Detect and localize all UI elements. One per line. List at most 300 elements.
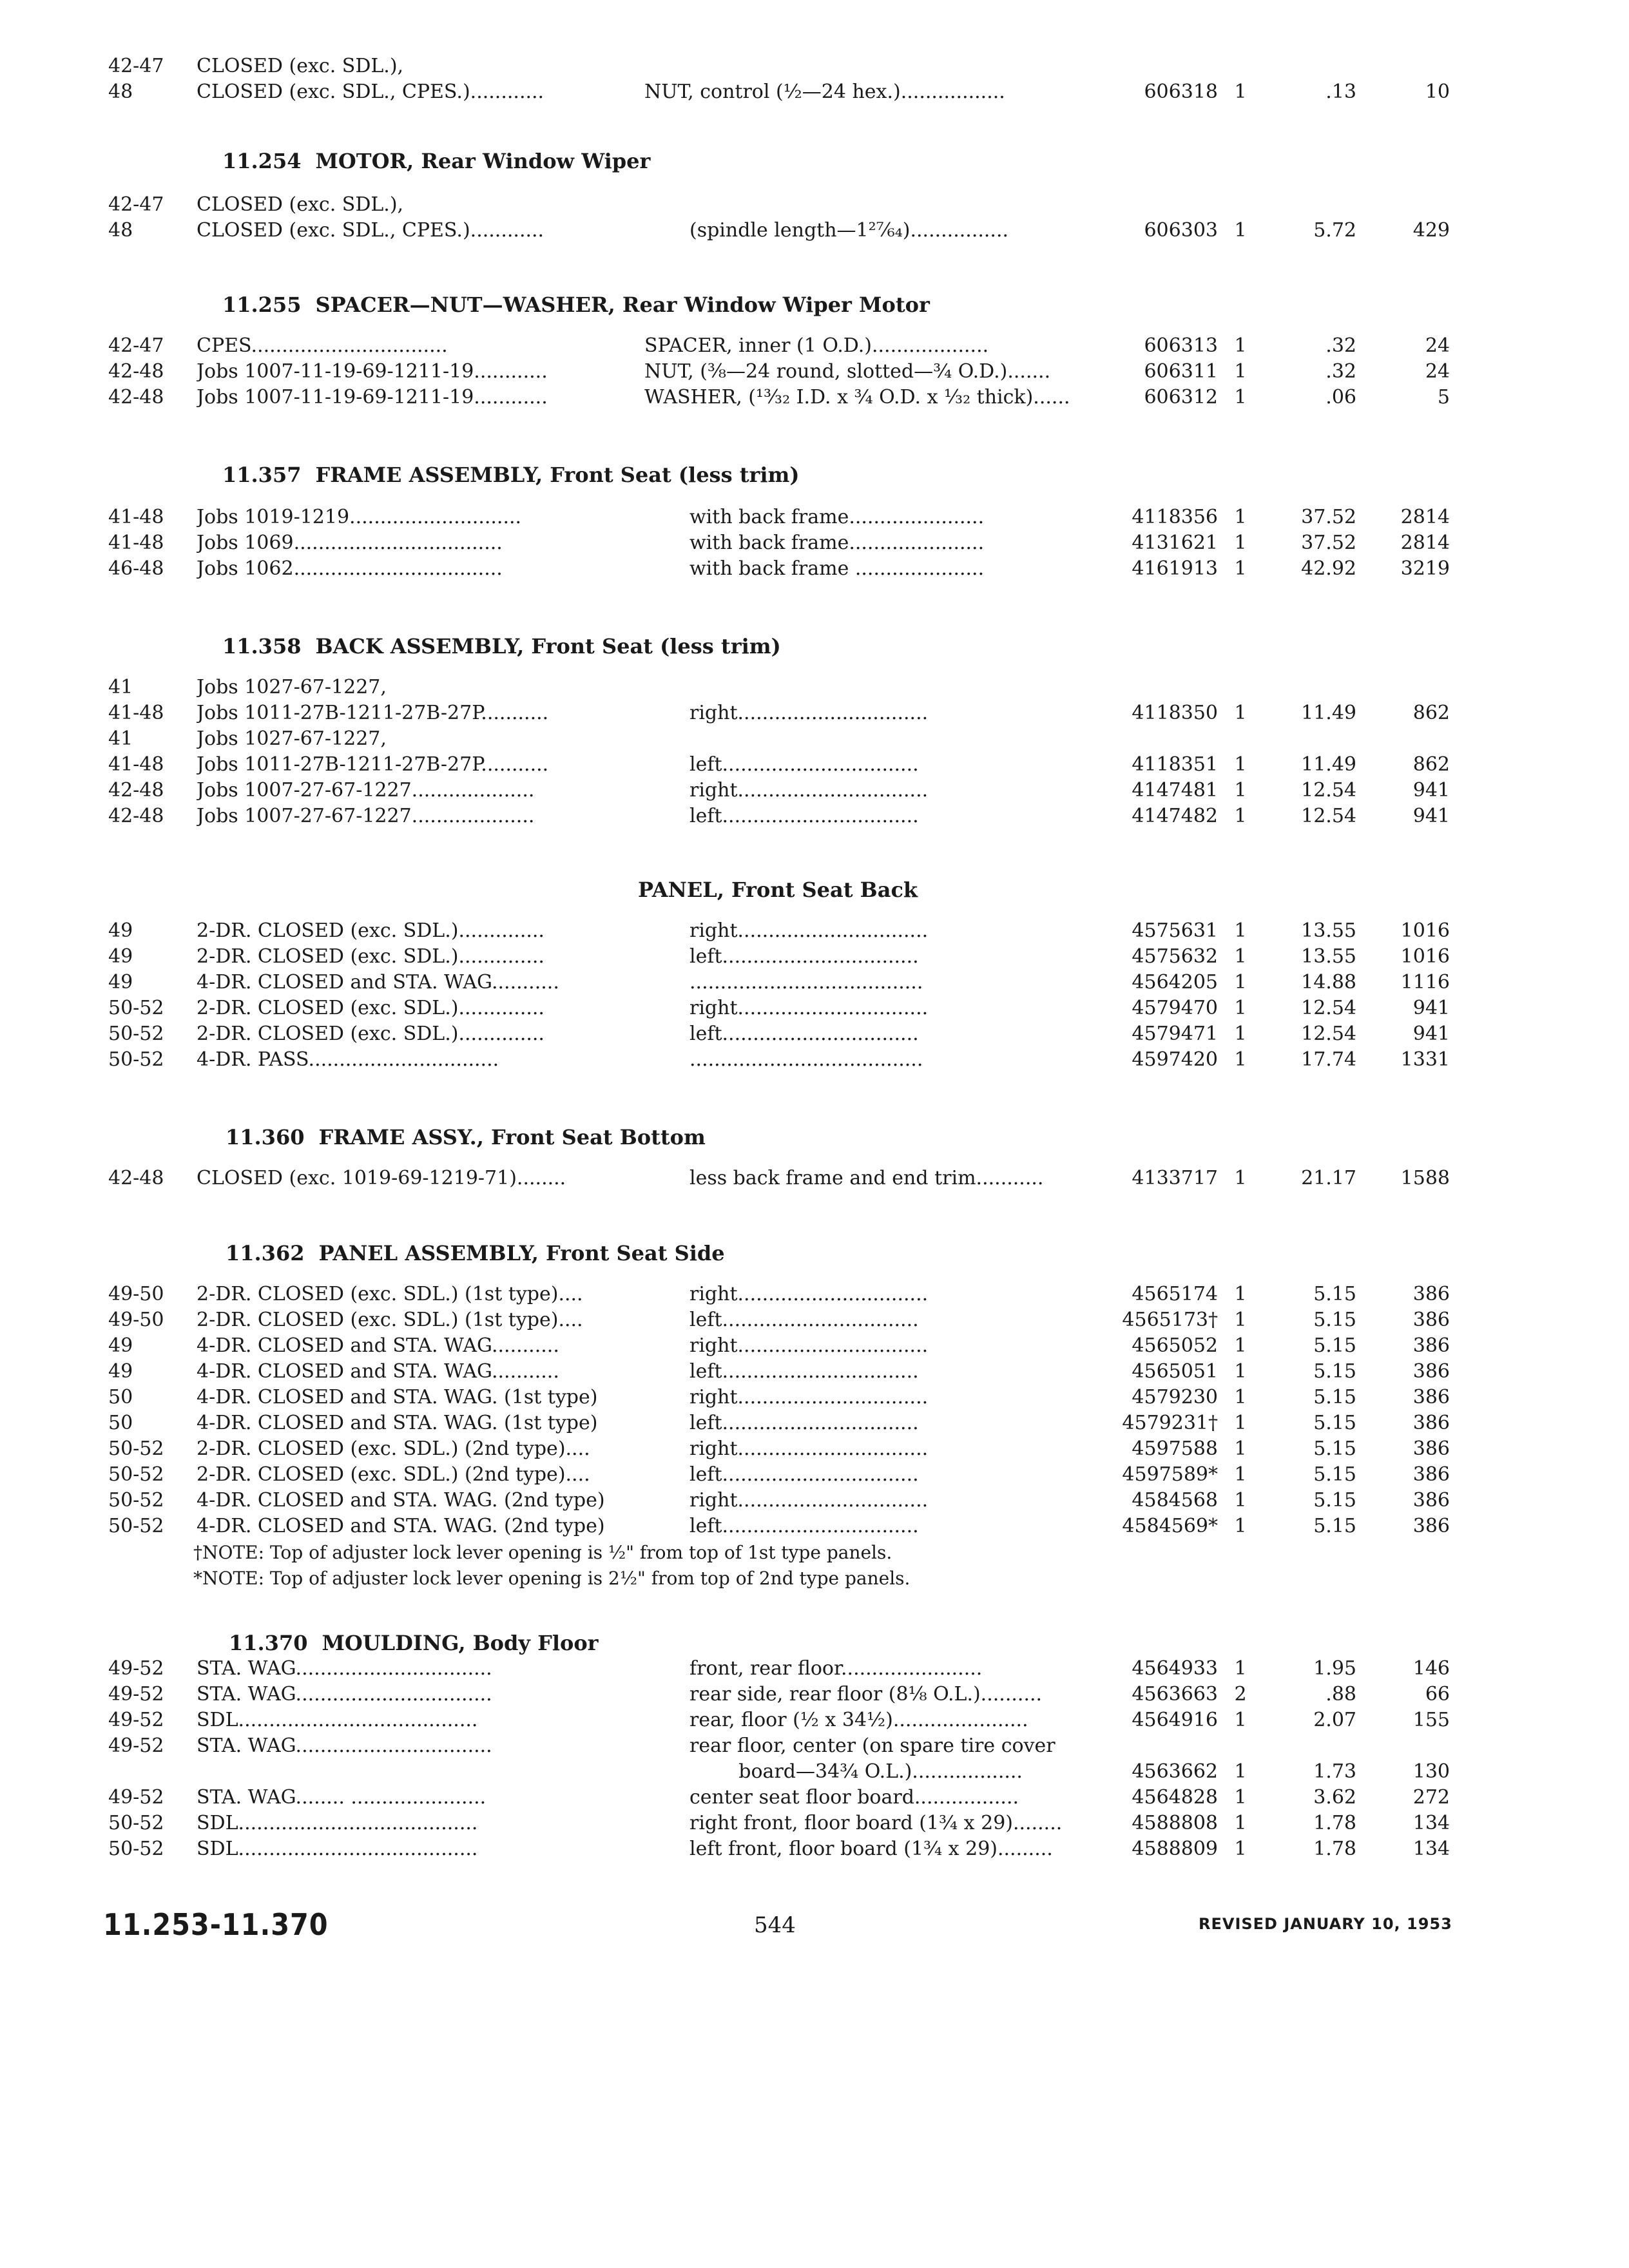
section-number: 11.358	[222, 634, 302, 658]
quantity-cell: 1	[1234, 779, 1247, 802]
weight-cell: 941	[1412, 805, 1450, 827]
quantity-cell: 1	[1234, 1812, 1247, 1834]
price-cell: 5.72	[1313, 219, 1356, 242]
section-heading	[222, 459, 800, 491]
item-cell: left................................	[689, 1463, 919, 1486]
year-cell: 50-52	[108, 997, 164, 1019]
description-cell: Jobs 1007-11-19-69-1211-19............	[197, 386, 548, 408]
price-cell: 12.54	[1301, 779, 1356, 802]
item-cell: with back frame......................	[689, 532, 985, 554]
table-row	[0, 1733, 1629, 1759]
price-cell: 2.07	[1313, 1709, 1356, 1731]
price-cell: 1.73	[1313, 1760, 1356, 1783]
quantity-cell: 1	[1234, 219, 1247, 242]
section-title: SPACER—NUT—WASHER, Rear Window Wiper Motor	[315, 293, 930, 317]
description-cell: 4-DR. CLOSED and STA. WAG. (2nd type)	[197, 1515, 605, 1537]
quantity-cell: 1	[1234, 1760, 1247, 1783]
year-cell: 41	[108, 676, 133, 698]
description-cell: CLOSED (exc. SDL., CPES.)............	[197, 81, 545, 103]
table-row	[0, 1021, 1629, 1047]
price-cell: 5.15	[1313, 1360, 1356, 1383]
page-number: 544	[754, 1912, 796, 1938]
section-heading	[222, 145, 650, 177]
item-cell: right...............................	[689, 919, 929, 942]
part-number-cell: 606311	[1144, 360, 1218, 383]
price-cell: 12.54	[1301, 997, 1356, 1019]
section-heading	[222, 630, 781, 662]
description-cell: STA. WAG................................	[197, 1657, 492, 1680]
quantity-cell: 1	[1234, 1360, 1247, 1383]
table-row	[0, 1655, 1629, 1682]
part-number-cell: 4597588	[1132, 1437, 1218, 1460]
description-cell: CLOSED (exc. SDL., CPES.)............	[197, 219, 545, 242]
year-cell: 49	[108, 1360, 133, 1383]
price-cell: 21.17	[1301, 1167, 1356, 1189]
weight-cell: 134	[1412, 1838, 1450, 1860]
year-cell: 50-52	[108, 1463, 164, 1486]
revision-date: REVISED JANUARY 10, 1953	[1199, 1915, 1452, 1933]
year-cell: 49	[108, 945, 133, 968]
quantity-cell: 1	[1234, 386, 1247, 408]
part-number-cell: 4565173†	[1122, 1309, 1218, 1331]
weight-cell: 862	[1412, 702, 1450, 724]
part-number-cell: 4584568	[1132, 1489, 1218, 1512]
section-heading	[226, 1121, 706, 1153]
description-cell: Jobs 1027-67-1227,	[197, 727, 387, 750]
weight-cell: 134	[1412, 1812, 1450, 1834]
price-cell: 5.15	[1313, 1334, 1356, 1357]
year-cell: 41	[108, 727, 133, 750]
table-row	[0, 1461, 1629, 1488]
table-row	[0, 530, 1629, 556]
quantity-cell: 1	[1234, 971, 1247, 994]
section-number: 11.254	[222, 149, 302, 173]
quantity-cell: 1	[1234, 1489, 1247, 1512]
table-row	[0, 674, 1629, 700]
part-number-cell: 606312	[1144, 386, 1218, 408]
year-cell: 42-47	[108, 334, 164, 357]
quantity-cell: 1	[1234, 1283, 1247, 1305]
item-cell: center seat floor board.................	[689, 1786, 1019, 1809]
footnote-asterisk: *NOTE: Top of adjuster lock lever opening is 2½" from top of 2nd type panels.	[193, 1568, 911, 1589]
price-cell: 5.15	[1313, 1412, 1356, 1434]
price-cell: 1.78	[1313, 1838, 1356, 1860]
quantity-cell: 1	[1234, 805, 1247, 827]
price-cell: 42.92	[1301, 557, 1356, 580]
year-cell: 48	[108, 219, 133, 242]
description-cell: Jobs 1007-27-67-1227....................	[197, 779, 535, 802]
part-number-cell: 4118356	[1132, 506, 1218, 528]
table-row	[0, 995, 1629, 1021]
weight-cell: 66	[1425, 1683, 1450, 1706]
description-cell: Jobs 1007-27-67-1227....................	[197, 805, 535, 827]
year-cell: 42-48	[108, 805, 164, 827]
table-row	[0, 777, 1629, 803]
weight-cell: 1016	[1400, 945, 1450, 968]
footer-section-range: 11.253-11.370	[103, 1907, 329, 1942]
item-cell: NUT, control (½—24 hex.).................	[644, 81, 1005, 103]
item-cell: left................................	[689, 753, 919, 776]
description-cell: Jobs 1062..................................	[197, 557, 503, 580]
part-number-cell: 4564828	[1132, 1786, 1218, 1809]
table-row	[0, 1487, 1629, 1514]
section-title: FRAME ASSEMBLY, Front Seat (less trim)	[315, 463, 800, 487]
part-number-cell: 4147481	[1132, 779, 1218, 802]
description-cell: SDL.......................................	[197, 1812, 478, 1834]
table-row	[0, 1707, 1629, 1733]
description-cell: STA. WAG........ ......................	[197, 1786, 487, 1809]
quantity-cell: 1	[1234, 506, 1247, 528]
weight-cell: 10	[1425, 81, 1450, 103]
weight-cell: 1588	[1400, 1167, 1450, 1189]
weight-cell: 155	[1412, 1709, 1450, 1731]
description-cell: 2-DR. CLOSED (exc. SDL.) (2nd type)....	[197, 1437, 590, 1460]
quantity-cell: 1	[1234, 1412, 1247, 1434]
weight-cell: 386	[1412, 1309, 1450, 1331]
quantity-cell: 1	[1234, 1657, 1247, 1680]
part-number-cell: 4579471	[1132, 1023, 1218, 1045]
weight-cell: 1331	[1400, 1048, 1450, 1071]
item-cell: board—34¾ O.L.)..................	[689, 1760, 1023, 1783]
section-title: PANEL, Front Seat Back	[638, 878, 918, 902]
quantity-cell: 1	[1234, 334, 1247, 357]
year-cell: 42-48	[108, 1167, 164, 1189]
year-cell: 49-52	[108, 1657, 164, 1680]
section-title: PANEL ASSEMBLY, Front Seat Side	[318, 1241, 725, 1265]
weight-cell: 146	[1412, 1657, 1450, 1680]
section-title: MOULDING, Body Floor	[322, 1631, 599, 1655]
table-row	[0, 1307, 1629, 1333]
year-cell: 50	[108, 1386, 133, 1408]
part-number-cell: 4565174	[1132, 1283, 1218, 1305]
weight-cell: 386	[1412, 1360, 1450, 1383]
weight-cell: 386	[1412, 1437, 1450, 1460]
weight-cell: 386	[1412, 1334, 1450, 1357]
table-row	[0, 1784, 1629, 1811]
quantity-cell: 1	[1234, 1463, 1247, 1486]
section-number: 11.362	[226, 1241, 305, 1265]
table-row	[0, 751, 1629, 778]
description-cell: 2-DR. CLOSED (exc. SDL.)..............	[197, 1023, 545, 1045]
part-number-cell: 4565051	[1132, 1360, 1218, 1383]
part-number-cell: 4597589*	[1122, 1463, 1218, 1486]
part-number-cell: 4131621	[1132, 532, 1218, 554]
table-row	[0, 1384, 1629, 1410]
quantity-cell: 1	[1234, 1838, 1247, 1860]
table-row	[0, 1436, 1629, 1462]
year-cell: 41-48	[108, 532, 164, 554]
table-row	[0, 918, 1629, 944]
section-number: 11.357	[222, 463, 302, 487]
table-row	[0, 700, 1629, 726]
weight-cell: 386	[1412, 1463, 1450, 1486]
table-row	[0, 1681, 1629, 1707]
weight-cell: 1016	[1400, 919, 1450, 942]
table-row	[0, 384, 1629, 410]
item-cell: right...............................	[689, 1283, 929, 1305]
year-cell: 49-52	[108, 1735, 164, 1757]
description-cell: CPES................................	[197, 334, 448, 357]
item-cell: less back frame and end trim...........	[689, 1167, 1044, 1189]
price-cell: .32	[1325, 334, 1356, 357]
quantity-cell: 1	[1234, 919, 1247, 942]
item-cell: rear, floor (½ x 34½)......................	[689, 1709, 1028, 1731]
price-cell: 13.55	[1301, 945, 1356, 968]
price-cell: 14.88	[1301, 971, 1356, 994]
weight-cell: 24	[1425, 334, 1450, 357]
item-cell: rear side, rear floor (8⅛ O.L.)..........	[689, 1683, 1043, 1706]
weight-cell: 941	[1412, 997, 1450, 1019]
weight-cell: 272	[1412, 1786, 1450, 1809]
part-number-cell: 4579470	[1132, 997, 1218, 1019]
item-cell: with back frame .....................	[689, 557, 985, 580]
year-cell: 50-52	[108, 1838, 164, 1860]
part-number-cell: 4575632	[1132, 945, 1218, 968]
description-cell: 4-DR. CLOSED and STA. WAG. (1st type)	[197, 1412, 598, 1434]
year-cell: 49	[108, 1334, 133, 1357]
year-cell: 50-52	[108, 1515, 164, 1537]
table-row	[0, 1836, 1629, 1862]
year-cell: 48	[108, 81, 133, 103]
description-cell: 2-DR. CLOSED (exc. SDL.) (2nd type)....	[197, 1463, 590, 1486]
table-row	[0, 1281, 1629, 1307]
part-number-cell: 4597420	[1132, 1048, 1218, 1071]
description-cell: Jobs 1027-67-1227,	[197, 676, 387, 698]
weight-cell: 130	[1412, 1760, 1450, 1783]
part-number-cell: 4118350	[1132, 702, 1218, 724]
year-cell: 50	[108, 1412, 133, 1434]
quantity-cell: 1	[1234, 753, 1247, 776]
part-number-cell: 4579231†	[1122, 1412, 1218, 1434]
part-number-cell: 606313	[1144, 334, 1218, 357]
price-cell: 37.52	[1301, 506, 1356, 528]
table-row	[0, 358, 1629, 385]
table-row	[0, 555, 1629, 582]
quantity-cell: 1	[1234, 1048, 1247, 1071]
quantity-cell: 1	[1234, 532, 1247, 554]
item-cell: NUT, (⅜—24 round, slotted—¾ O.D.).......	[644, 360, 1051, 383]
quantity-cell: 1	[1234, 1023, 1247, 1045]
quantity-cell: 1	[1234, 1334, 1247, 1357]
price-cell: 13.55	[1301, 919, 1356, 942]
description-cell: CLOSED (exc. SDL.),	[197, 55, 404, 77]
weight-cell: 429	[1412, 219, 1450, 242]
section-number: 11.360	[226, 1125, 305, 1149]
price-cell: 17.74	[1301, 1048, 1356, 1071]
price-cell: .13	[1325, 81, 1356, 103]
price-cell: 5.15	[1313, 1463, 1356, 1486]
price-cell: .06	[1325, 386, 1356, 408]
part-number-cell: 4563663	[1132, 1683, 1218, 1706]
description-cell: 2-DR. CLOSED (exc. SDL.)..............	[197, 919, 545, 942]
section-heading	[229, 1627, 599, 1659]
year-cell: 41-48	[108, 702, 164, 724]
section-title: BACK ASSEMBLY, Front Seat (less trim)	[315, 634, 781, 658]
weight-cell: 2814	[1400, 506, 1450, 528]
table-row	[0, 1513, 1629, 1539]
item-cell: right...............................	[689, 997, 929, 1019]
item-cell: right...............................	[689, 1489, 929, 1512]
item-cell: right...............................	[689, 779, 929, 802]
price-cell: 37.52	[1301, 532, 1356, 554]
footnote-dagger: †NOTE: Top of adjuster lock lever opening is ½" from top of 1st type panels.	[193, 1542, 892, 1563]
table-row	[0, 79, 1629, 105]
part-number-cell: 606303	[1144, 219, 1218, 242]
item-cell: ......................................	[689, 1048, 923, 1071]
description-cell: Jobs 1007-11-19-69-1211-19............	[197, 360, 548, 383]
year-cell: 41-48	[108, 753, 164, 776]
weight-cell: 5	[1437, 386, 1450, 408]
weight-cell: 386	[1412, 1489, 1450, 1512]
item-cell: (spindle length—1²⁷⁄₆₄)................	[689, 219, 1009, 242]
year-cell: 41-48	[108, 506, 164, 528]
price-cell: 11.49	[1301, 702, 1356, 724]
price-cell: .32	[1325, 360, 1356, 383]
section-number: 11.255	[222, 293, 302, 317]
part-number-cell: 4133717	[1132, 1167, 1218, 1189]
year-cell: 50-52	[108, 1048, 164, 1071]
section-heading	[638, 874, 918, 906]
item-cell: ......................................	[689, 971, 923, 994]
price-cell: 11.49	[1301, 753, 1356, 776]
part-number-cell: 4563662	[1132, 1760, 1218, 1783]
description-cell: 4-DR. CLOSED and STA. WAG. (1st type)	[197, 1386, 598, 1408]
quantity-cell: 1	[1234, 1167, 1247, 1189]
quantity-cell: 1	[1234, 1309, 1247, 1331]
item-cell: right...............................	[689, 1334, 929, 1357]
section-heading	[226, 1237, 725, 1269]
table-row	[0, 726, 1629, 752]
quantity-cell: 1	[1234, 1437, 1247, 1460]
description-cell: SDL.......................................	[197, 1838, 478, 1860]
quantity-cell: 1	[1234, 1709, 1247, 1731]
year-cell: 49-50	[108, 1309, 164, 1331]
description-cell: Jobs 1011-27B-1211-27B-27P...........	[197, 702, 549, 724]
part-number-cell: 4579230	[1132, 1386, 1218, 1408]
part-number-cell: 4564205	[1132, 971, 1218, 994]
weight-cell: 941	[1412, 1023, 1450, 1045]
part-number-cell: 4565052	[1132, 1334, 1218, 1357]
table-row	[0, 1758, 1629, 1785]
description-cell: 2-DR. CLOSED (exc. SDL.)..............	[197, 997, 545, 1019]
item-cell: left................................	[689, 1360, 919, 1383]
description-cell: 4-DR. CLOSED and STA. WAG...........	[197, 971, 559, 994]
item-cell: right...............................	[689, 1386, 929, 1408]
quantity-cell: 1	[1234, 557, 1247, 580]
description-cell: Jobs 1069..................................	[197, 532, 503, 554]
price-cell: 12.54	[1301, 1023, 1356, 1045]
weight-cell: 1116	[1400, 971, 1450, 994]
quantity-cell: 1	[1234, 997, 1247, 1019]
item-cell: SPACER, inner (1 O.D.)...................	[644, 334, 989, 357]
part-number-cell: 4564916	[1132, 1709, 1218, 1731]
description-cell: 2-DR. CLOSED (exc. SDL.) (1st type)....	[197, 1309, 583, 1331]
year-cell: 42-47	[108, 55, 164, 77]
year-cell: 50-52	[108, 1437, 164, 1460]
part-number-cell: 4584569*	[1122, 1515, 1218, 1537]
description-cell: Jobs 1019-1219............................	[197, 506, 522, 528]
item-cell: front, rear floor.......................	[689, 1657, 983, 1680]
price-cell: 12.54	[1301, 805, 1356, 827]
weight-cell: 386	[1412, 1283, 1450, 1305]
price-cell: 1.95	[1313, 1657, 1356, 1680]
table-row	[0, 803, 1629, 829]
quantity-cell: 1	[1234, 945, 1247, 968]
quantity-cell: 1	[1234, 1786, 1247, 1809]
part-number-cell: 606318	[1144, 81, 1218, 103]
table-row	[0, 504, 1629, 530]
section-title: FRAME ASSY., Front Seat Bottom	[318, 1125, 706, 1149]
part-number-cell: 4161913	[1132, 557, 1218, 580]
year-cell: 42-48	[108, 779, 164, 802]
weight-cell: 24	[1425, 360, 1450, 383]
table-row	[0, 1810, 1629, 1836]
quantity-cell: 2	[1234, 1683, 1247, 1706]
year-cell: 49-50	[108, 1283, 164, 1305]
table-row	[0, 53, 1629, 79]
description-cell: 4-DR. CLOSED and STA. WAG...........	[197, 1334, 559, 1357]
price-cell: 5.15	[1313, 1309, 1356, 1331]
description-cell: 4-DR. CLOSED and STA. WAG. (2nd type)	[197, 1489, 605, 1512]
part-number-cell: 4575631	[1132, 919, 1218, 942]
item-cell: left................................	[689, 1309, 919, 1331]
table-row	[0, 332, 1629, 359]
year-cell: 50-52	[108, 1489, 164, 1512]
table-row	[0, 943, 1629, 970]
price-cell: 5.15	[1313, 1515, 1356, 1537]
weight-cell: 941	[1412, 779, 1450, 802]
item-cell: left................................	[689, 1412, 919, 1434]
part-number-cell: 4588808	[1132, 1812, 1218, 1834]
item-cell: right...............................	[689, 1437, 929, 1460]
year-cell: 49-52	[108, 1683, 164, 1706]
year-cell: 49	[108, 919, 133, 942]
description-cell: Jobs 1011-27B-1211-27B-27P...........	[197, 753, 549, 776]
year-cell: 50-52	[108, 1812, 164, 1834]
item-cell: left................................	[689, 945, 919, 968]
quantity-cell: 1	[1234, 1386, 1247, 1408]
item-cell: right front, floor board (1¾ x 29)........	[689, 1812, 1063, 1834]
description-cell: CLOSED (exc. 1019-69-1219-71)........	[197, 1167, 566, 1189]
section-title: MOTOR, Rear Window Wiper	[315, 149, 651, 173]
year-cell: 50-52	[108, 1023, 164, 1045]
part-number-cell: 4118351	[1132, 753, 1218, 776]
weight-cell: 386	[1412, 1412, 1450, 1434]
table-row	[0, 1358, 1629, 1385]
table-row	[0, 1410, 1629, 1436]
weight-cell: 2814	[1400, 532, 1450, 554]
price-cell: 5.15	[1313, 1437, 1356, 1460]
table-row	[0, 1046, 1629, 1073]
year-cell: 49	[108, 971, 133, 994]
section-heading	[222, 289, 930, 321]
year-cell: 49-52	[108, 1709, 164, 1731]
item-cell: left................................	[689, 1023, 919, 1045]
description-cell: CLOSED (exc. SDL.),	[197, 193, 404, 216]
table-row	[0, 1165, 1629, 1191]
table-row	[0, 1332, 1629, 1359]
price-cell: 5.15	[1313, 1386, 1356, 1408]
year-cell: 42-47	[108, 193, 164, 216]
price-cell: 5.15	[1313, 1283, 1356, 1305]
weight-cell: 386	[1412, 1386, 1450, 1408]
year-cell: 49-52	[108, 1786, 164, 1809]
price-cell: 3.62	[1313, 1786, 1356, 1809]
description-cell: STA. WAG................................	[197, 1683, 492, 1706]
description-cell: 2-DR. CLOSED (exc. SDL.) (1st type)....	[197, 1283, 583, 1305]
year-cell: 46-48	[108, 557, 164, 580]
price-cell: 5.15	[1313, 1489, 1356, 1512]
